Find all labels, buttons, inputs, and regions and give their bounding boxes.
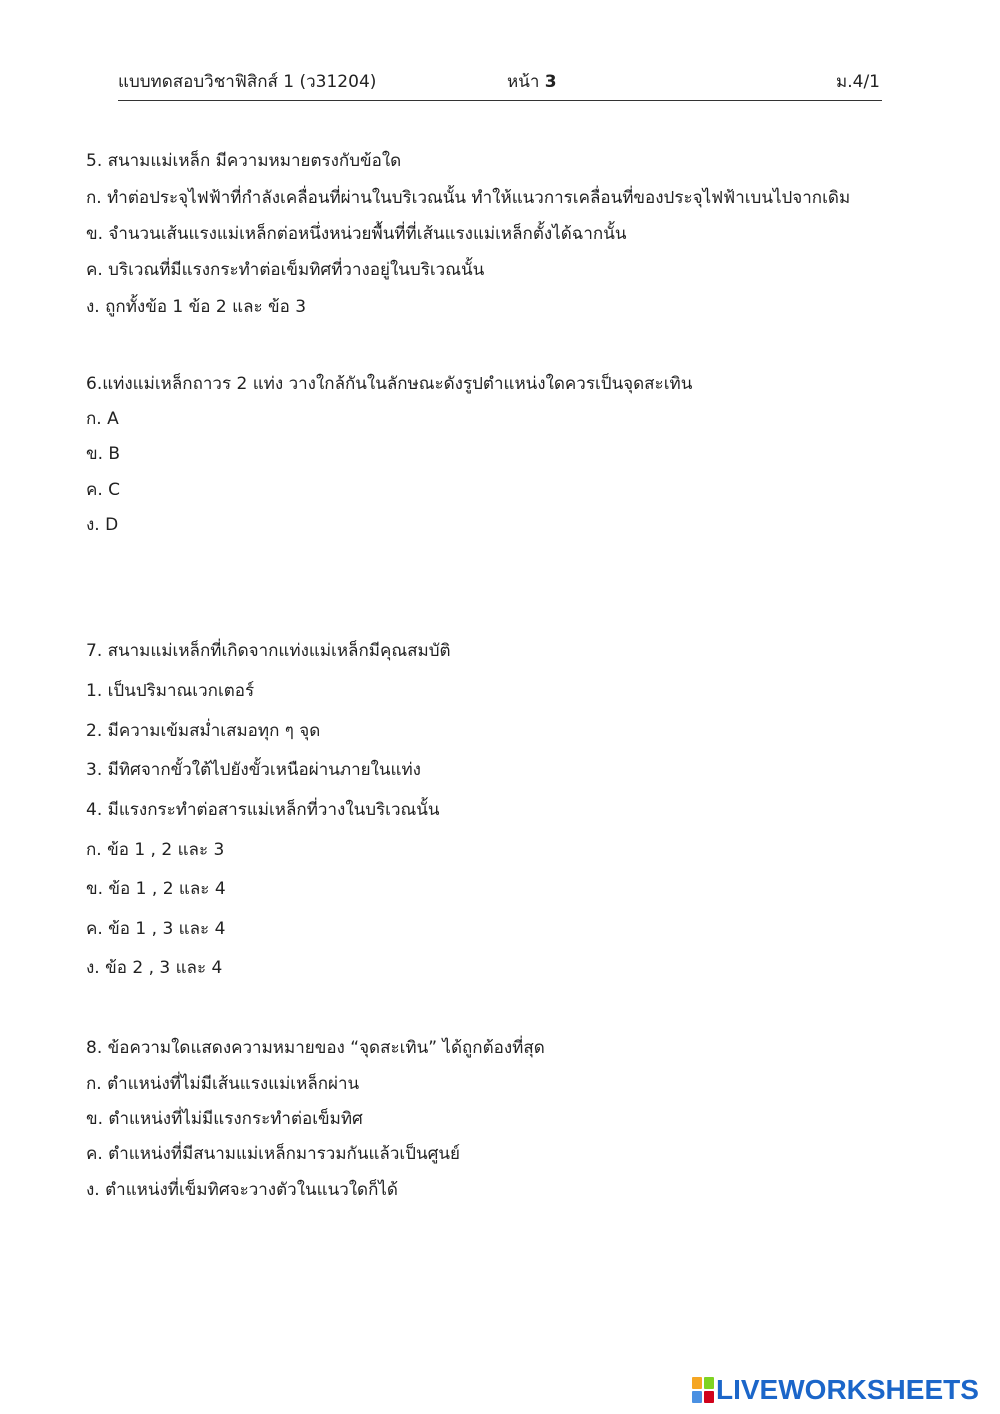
question-6-text: 6.แท่งแม่เหล็กถาวร 2 แท่ง วางใกล้กันในลักษณะดังรูปตำแหน่งใดควรเป็นจุดสะเทิน: [86, 374, 693, 394]
logo-tile-3: [692, 1391, 702, 1403]
logo-tile-2: [704, 1377, 714, 1389]
class-label: ม.4/1: [836, 72, 880, 92]
question-7-choice-d: ง. ข้อ 2 , 3 และ 4: [86, 958, 223, 978]
question-7-choice-b: ข. ข้อ 1 , 2 และ 4: [86, 879, 226, 899]
question-5-choice-b: ข. จำนวนเส้นแรงแม่เหล็กต่อหนึ่งหน่วยพื้นที่ที่เส้นแรงแม่เหล็กตั้งได้ฉากนั้น: [86, 224, 627, 244]
question-7-statement-4: 4. มีแรงกระทำต่อสารแม่เหล็กที่วางในบริเวณนั้น: [86, 800, 440, 820]
question-5-choice-a: ก. ทำต่อประจุไฟฟ้าที่กำลังเคลื่อนที่ผ่านในบริเวณนั้น ทำให้แนวการเคลื่อนที่ของประจุไฟฟ้าเบนไปจากเดิม: [86, 188, 851, 208]
question-6-choice-c: ค. C: [86, 480, 121, 500]
question-8-text: 8. ข้อความใดแสดงความหมายของ “จุดสะเทิน” ได้ถูกต้องที่สุด: [86, 1038, 545, 1058]
header-divider: [118, 100, 882, 101]
question-8-choice-c: ค. ตำแหน่งที่มีสนามแม่เหล็กมารวมกันแล้วเป็นศูนย์: [86, 1144, 460, 1164]
question-5-choice-c: ค. บริเวณที่มีแรงกระทำต่อเข็มทิศที่วางอยู่ในบริเวณนั้น: [86, 260, 485, 280]
page-label: หน้า: [507, 72, 540, 92]
logo-tile-1: [692, 1377, 702, 1389]
question-7-statement-3: 3. มีทิศจากขั้วใต้ไปยังขั้วเหนือผ่านภายในแท่ง: [86, 760, 421, 780]
question-8-choice-b: ข. ตำแหน่งที่ไม่มีแรงกระทำต่อเข็มทิศ: [86, 1109, 363, 1129]
question-6-choice-a: ก. A: [86, 409, 119, 429]
liveworksheets-logo[interactable]: [692, 1374, 979, 1406]
question-8-choice-a: ก. ตำแหน่งที่ไม่มีเส้นแรงแม่เหล็กผ่าน: [86, 1074, 360, 1094]
question-5-choice-d: ง. ถูกทั้งข้อ 1 ข้อ 2 และ ข้อ 3: [86, 297, 307, 317]
question-5-text: 5. สนามแม่เหล็ก มีความหมายตรงกับข้อใด: [86, 151, 402, 171]
logo-text: LIVEWORKSHEETS: [716, 1374, 979, 1405]
question-8-choice-d: ง. ตำแหน่งที่เข็มทิศจะวางตัวในแนวใดก็ได้: [86, 1180, 398, 1200]
page-header: [118, 68, 882, 92]
liveworksheets-logo-icon: [692, 1377, 714, 1403]
question-6-choice-b: ข. B: [86, 444, 121, 464]
question-7-statement-2: 2. มีความเข้มสม่ำเสมอทุก ๆ จุด: [86, 721, 321, 741]
question-7-choice-a: ก. ข้อ 1 , 2 และ 3: [86, 840, 225, 860]
logo-tile-4: [704, 1391, 714, 1403]
page-number: 3: [544, 72, 557, 92]
question-6-choice-d: ง. D: [86, 515, 119, 535]
question-7-text: 7. สนามแม่เหล็กที่เกิดจากแท่งแม่เหล็กมีคุณสมบัติ: [86, 641, 451, 661]
question-7-statement-1: 1. เป็นปริมาณเวกเตอร์: [86, 681, 255, 701]
page-indicator: [507, 68, 557, 95]
question-7-choice-c: ค. ข้อ 1 , 3 และ 4: [86, 919, 226, 939]
exam-title: แบบทดสอบวิชาฟิสิกส์ 1 (ว31204): [118, 72, 377, 92]
